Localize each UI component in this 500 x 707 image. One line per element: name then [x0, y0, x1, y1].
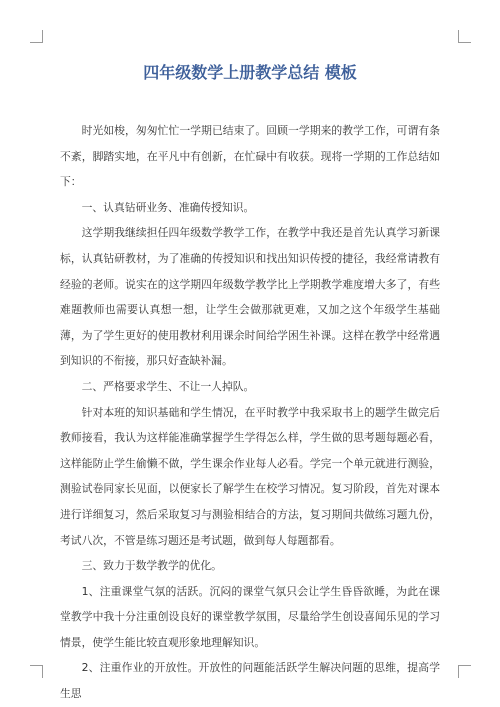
crop-mark-bottom-left	[30, 665, 43, 678]
section-3-item-2: 2、注重作业的开放性。开放性的问题能活跃学生解决问题的思维，提高学生思	[60, 661, 440, 701]
crop-mark-top-right	[458, 30, 471, 43]
section-3-item-1: 1、注重课堂气氛的活跃。沉闷的课堂气氛只会让学生昏昏欲睡，为此在课堂教学中我十分注重创设良好的课堂教学氛围，尽量给学生创设喜闻乐见的学习情景，使学生能比较直观形象地理解知识。	[60, 584, 440, 649]
section-1-paragraph: 这学期我继续担任四年级数学教学工作，在教学中我还是首先认真学习新课标，认真钻研教材，为了准确的传授知识和找出知识传授的捷径，我经常请教有经验的老师。说实在的这学期四年级数学教学比上学期教学难度增大多了，有些难题教师也需要认真想一想，让学生会做那就更难，又加之这个年级学生基础薄，为了学生更好的使用教材利用课余时间给学困生补课。这样在教学中经常遇到知识的不衔接，那只好查缺补漏。	[60, 226, 440, 368]
section-heading-1: 一、认真钻研业务、准确传授知识。	[81, 200, 255, 214]
document-body	[60, 118, 440, 707]
intro-paragraph: 时光如梭，匆匆忙忙一学期已结束了。回顾一学期来的教学工作，可谓有条不紊，脚踏实地，在平凡中有创新，在忙碌中有收获。现将一学期的工作总结如下：	[60, 124, 440, 189]
section-heading-3: 三、致力于数学教学的优化。	[81, 559, 222, 573]
crop-mark-bottom-right	[458, 665, 471, 678]
document-title: 四年级数学上册教学总结 模板	[143, 63, 357, 82]
crop-mark-top-left	[30, 30, 43, 43]
section-2-paragraph: 针对本班的知识基础和学生情况，在平时教学中我采取书上的题学生做完后教师接看，我认为这样能准确掌握学生学得怎么样，学生做的思考题每题必看，这样能防止学生偷懒不做，学生课余作业每人必看。学完一个单元就进行测验，测验试卷同家长见面，以便家长了解学生在校学习情况。复习阶段，首先对课本进行详细复习，然后采取复习与测验相结合的方法，复习期间共做练习题九份，考试八次，不管是练习题还是考试题，做到每人每题都看。	[60, 405, 440, 547]
section-heading-2: 二、严格要求学生、不让一人掉队。	[81, 379, 255, 393]
